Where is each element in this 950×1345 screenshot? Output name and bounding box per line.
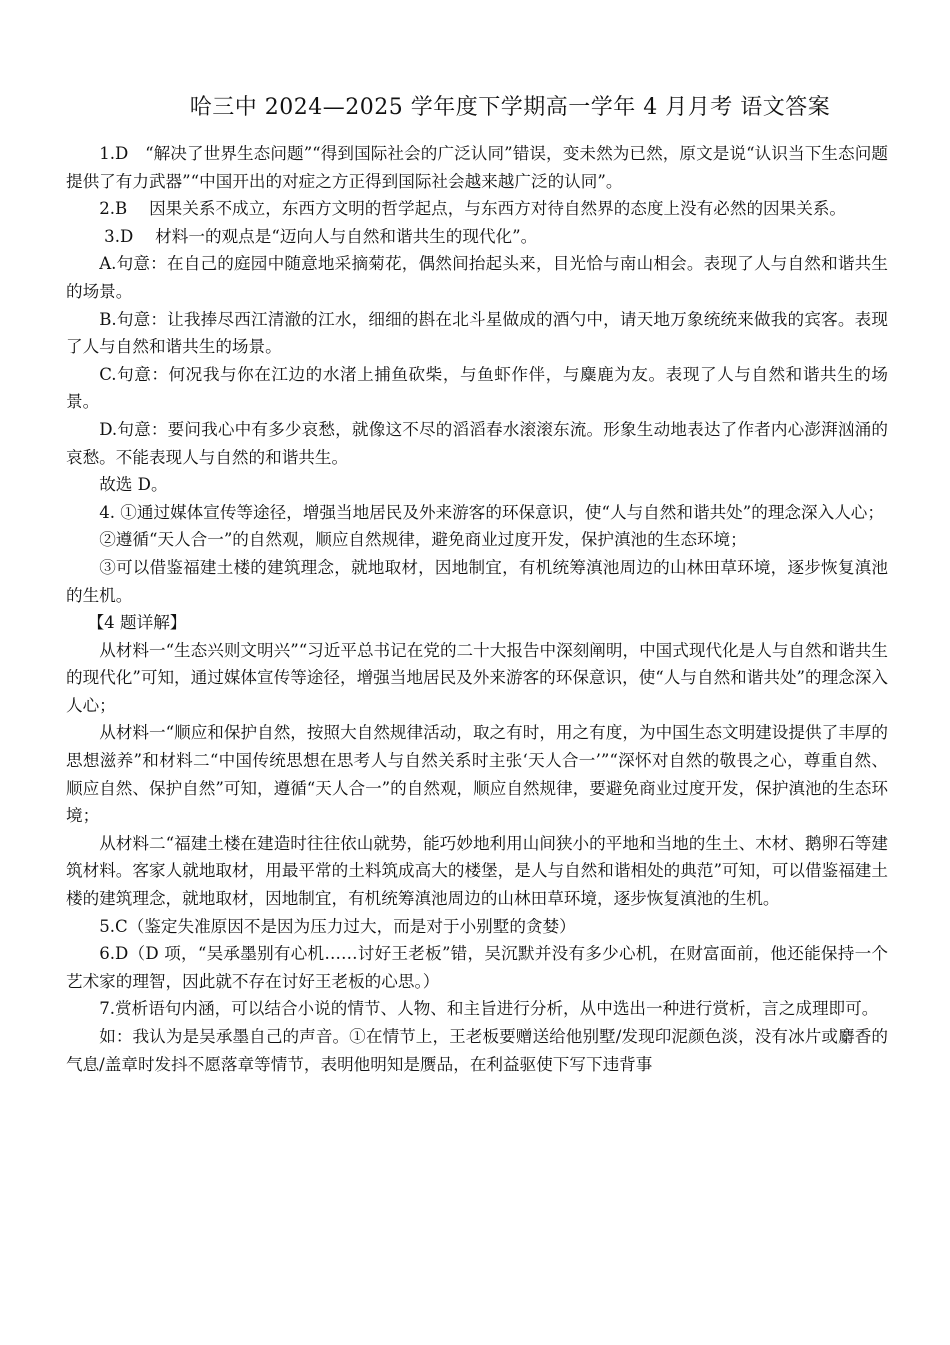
answer-q1: 1.D “解决了世界生态问题”“得到国际社会的广泛认同”错误，变未然为已然，原文是说“认识当下生态问题提供了有力武器”“中国开出的对症之方正得到国际社会越来越广泛的认同”。 bbox=[66, 144, 888, 191]
answer-q7: 7.赏析语句内涵，可以结合小说的情节、人物、和主旨进行分析，从中选出一种进行赏析，言之成理即可。 bbox=[99, 999, 879, 1019]
q4-detail-1: 从材料一“生态兴则文明兴”“习近平总书记在党的二十大报告中深刻阐明，中国式现代化是人与自然和谐共生的现代化”可知，通过媒体宣传等途径，增强当地居民及外来游客的环保意识，使“人与自然和谐共处”的理念深入人心； bbox=[66, 640, 888, 715]
answer-q3-option-a: A.句意：在自己的庭园中随意地采摘菊花，偶然间抬起头来，目光恰与南山相会。表现了人与自然和谐共生的场景。 bbox=[66, 254, 888, 301]
answer-q3-conclusion: 故选 D。 bbox=[99, 475, 168, 495]
q4-detail-3: 从材料二“福建土楼在建造时往往依山就势，能巧妙地利用山间狭小的平地和当地的生土、木材、鹅卵石等建筑材料。客家人就地取材，用最平常的土料筑成高大的楼堡，是人与自然和谐相处的典范”可知，可以借鉴福建土楼的建筑理念，就地取材，因地制宜，有机统筹滇池周边的山林田草环境，逐步恢复滇池的生机。 bbox=[66, 833, 888, 909]
answer-body bbox=[66, 140, 888, 1078]
answer-q3-option-d: D.句意：要问我心中有多少哀愁，就像这不尽的滔滔春水滚滚东流。形象生动地表达了作者内心澎湃汹涌的哀愁。不能表现人与自然的和谐共生。 bbox=[66, 419, 888, 467]
page-title: 哈三中 2024—2025 学年度下学期高一学年 4 月月考 语文答案 bbox=[189, 95, 831, 120]
answer-q6: 6.D（D 项，“吴承墨别有心机……讨好王老板”错，吴沉默并没有多少心机，在财富面前，他还能保持一个艺术家的理智，因此就不存在讨好王老板的心思。） bbox=[66, 944, 888, 991]
answer-q7-example: 如：我认为是吴承墨自己的声音。①在情节上，王老板要赠送给他别墅/发现印泥颜色淡，没有冰片或麝香的气息/盖章时发抖不愿落章等情节，表明他明知是赝品，在利益驱使下写下违背事 bbox=[66, 1027, 888, 1074]
answer-q4-point-1: 4. ①通过媒体宣传等途径，增强当地居民及外来游客的环保意识，使“人与自然和谐共处”的理念深入人心； bbox=[99, 502, 884, 522]
answer-q4-point-2: ②遵循“天人合一”的自然观，顺应自然规律，避免商业过度开发，保护滇池的生态环境； bbox=[99, 530, 747, 550]
answer-q3: 3.D 材料一的观点是“迈向人与自然和谐共生的现代化”。 bbox=[104, 226, 538, 246]
answer-q4-point-3: ③可以借鉴福建土楼的建筑理念，就地取材，因地制宜，有机统筹滇池周边的山林田草环境，逐步恢复滇池的生机。 bbox=[66, 557, 888, 605]
answer-q5: 5.C（鉴定失准原因不是因为压力过大，而是对于小别墅的贪婪） bbox=[99, 916, 576, 936]
answer-q3-option-b: B.句意：让我捧尽西江清澈的江水，细细的斟在北斗星做成的酒勺中，请天地万象统统来做我的宾客。表现了人与自然和谐共生的场景。 bbox=[66, 309, 888, 357]
answer-q3-option-c: C.句意：何况我与你在江边的水渚上捕鱼砍柴，与鱼虾作伴，与麋鹿为友。表现了人与自然和谐共生的场景。 bbox=[66, 364, 888, 412]
q4-detail-heading: 【4 题详解】 bbox=[87, 613, 187, 633]
answer-q2: 2.B 因果关系不成立，东西方文明的哲学起点，与东西方对待自然界的态度上没有必然的因果关系。 bbox=[99, 199, 847, 219]
q4-detail-2: 从材料一“顺应和保护自然，按照大自然规律活动，取之有时，用之有度，为中国生态文明建设提供了丰厚的思想滋养”和材料二“中国传统思想在思考人与自然关系时主张‘天人合一’”“深怀对自然的敬畏之心，尊重自然、顺应自然、保护自然”可知，遵循“天人合一”的自然观，顺应自然规律，要避免商业过度开发，保护滇池的生态环境； bbox=[66, 723, 888, 826]
